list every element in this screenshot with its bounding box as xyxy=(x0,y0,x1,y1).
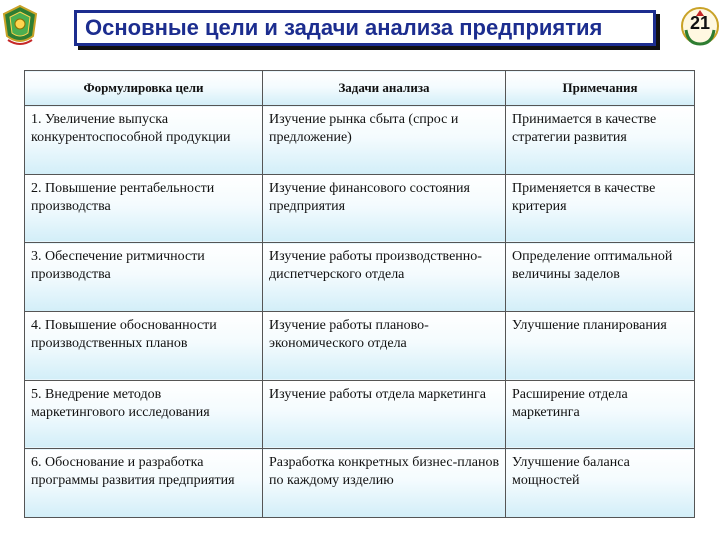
note-cell: Расширение отдела маркетинга xyxy=(506,380,695,449)
column-header-goal: Формулировка цели xyxy=(25,71,263,106)
note-cell: Применяется в качестве критерия xyxy=(506,174,695,243)
title-box xyxy=(74,10,656,46)
goal-cell: 1. Увеличение выпуска конкурентоспособной продукции xyxy=(25,106,263,175)
table-row xyxy=(25,311,695,380)
note-cell: Улучшение планирования xyxy=(506,311,695,380)
goal-cell: 5. Внедрение методов маркетингового исследования xyxy=(25,380,263,449)
note-cell: Улучшение баланса мощностей xyxy=(506,449,695,518)
table-row xyxy=(25,380,695,449)
table-row xyxy=(25,243,695,312)
table-row xyxy=(25,174,695,243)
page-title: Основные цели и задачи анализа предприятия xyxy=(85,15,603,40)
task-cell: Изучение финансового состояния предприятия xyxy=(263,174,506,243)
task-cell: Изучение работы отдела маркетинга xyxy=(263,380,506,449)
goal-cell: 4. Повышение обоснованности производственных планов xyxy=(25,311,263,380)
goal-cell: 2. Повышение рентабельности производства xyxy=(25,174,263,243)
column-header-notes: Примечания xyxy=(506,71,695,106)
note-cell: Определение оптимальной величины заделов xyxy=(506,243,695,312)
goals-table xyxy=(24,70,695,518)
table-header-row xyxy=(25,71,695,106)
page-number: 21 xyxy=(689,13,711,33)
column-header-tasks: Задачи анализа xyxy=(263,71,506,106)
table-row xyxy=(25,106,695,175)
task-cell: Разработка конкретных бизнес-планов по каждому изделию xyxy=(263,449,506,518)
note-cell: Принимается в качестве стратегии развития xyxy=(506,106,695,175)
table-row xyxy=(25,449,695,518)
task-cell: Изучение работы планово-экономического отдела xyxy=(263,311,506,380)
left-emblem-icon xyxy=(0,4,40,48)
task-cell: Изучение рынка сбыта (спрос и предложение) xyxy=(263,106,506,175)
goal-cell: 6. Обоснование и разработка программы развития предприятия xyxy=(25,449,263,518)
goal-cell: 3. Обеспечение ритмичности производства xyxy=(25,243,263,312)
task-cell: Изучение работы производственно-диспетчерского отдела xyxy=(263,243,506,312)
